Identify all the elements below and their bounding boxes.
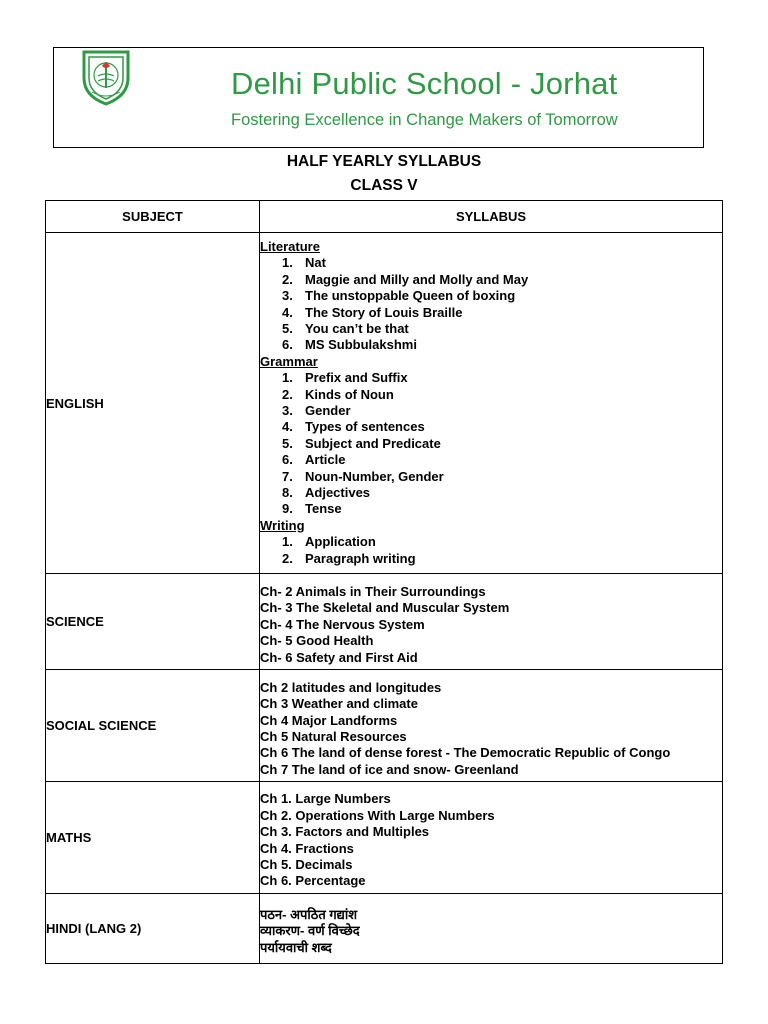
document-title: HALF YEARLY SYLLABUS: [286, 153, 482, 170]
table-header-row: [46, 201, 723, 233]
list-item: Ch 6. Percentage: [260, 873, 366, 889]
list-item: Ch 2. Operations With Large Numbers: [260, 807, 495, 823]
list-item: 4. The Story of Louis Braille: [282, 304, 463, 320]
writing-heading: Writing: [260, 517, 305, 533]
syllabus-science: [260, 574, 723, 670]
list-item: Ch 5. Decimals: [260, 856, 353, 872]
school-crest-icon: [76, 48, 136, 106]
list-item: 5. You can’t be that: [282, 320, 409, 336]
syllabus-english: [260, 233, 723, 574]
list-item: Ch 4. Fractions: [260, 840, 354, 856]
syllabus-table: [45, 200, 723, 964]
school-name: Delhi Public School - Jorhat: [231, 66, 618, 101]
list-item: Ch- 4 The Nervous System: [260, 616, 425, 632]
list-item: 3. Gender: [282, 403, 351, 418]
list-item: 8. Adjectives: [282, 485, 371, 501]
syllabus-hindi: [260, 894, 723, 964]
list-item: पर्यायवाची शब्द: [260, 939, 332, 955]
list-item: 2. Kinds of Noun: [282, 386, 394, 402]
list-item: Ch- 3 The Skeletal and Muscular System: [260, 600, 510, 616]
table-row-maths: [46, 782, 723, 894]
syllabus-column-header: SYLLABUS: [260, 201, 723, 233]
list-item: 6. MS Subbulakshmi: [282, 337, 417, 353]
grammar-heading: Grammar: [260, 353, 318, 369]
list-item: Ch- 6 Safety and First Aid: [260, 649, 418, 665]
list-item: Ch 6 The land of dense forest - The Democratic Republic of Congo: [260, 745, 671, 761]
list-item: Ch 5 Natural Resources: [260, 729, 407, 744]
table-row-science: [46, 574, 723, 670]
table-row-english: [46, 233, 723, 574]
subject-science: SCIENCE: [46, 574, 260, 670]
list-item: 2. Maggie and Milly and Molly and May: [282, 271, 529, 287]
school-header: [53, 47, 704, 148]
subject-column-header: SUBJECT: [46, 201, 260, 233]
list-item: Ch 3 Weather and climate: [260, 696, 418, 712]
list-item: Ch- 2 Animals in Their Surroundings: [260, 583, 486, 599]
class-title: CLASS V: [350, 177, 418, 194]
list-item: 3. The unstoppable Queen of boxing: [282, 288, 516, 304]
school-motto: Fostering Excellence in Change Makers of Tomorrow: [231, 111, 618, 129]
table-row-social-science: [46, 670, 723, 782]
subject-social-science: SOCIAL SCIENCE: [46, 670, 260, 782]
syllabus-social-science: [260, 670, 723, 782]
list-item: Ch 1. Large Numbers: [260, 791, 391, 807]
list-item: 1. Application: [282, 534, 376, 550]
list-item: 1. Nat: [282, 255, 326, 271]
list-item: Ch 2 latitudes and longitudes: [260, 679, 442, 695]
list-item: 4. Types of sentences: [282, 419, 425, 435]
table-row-hindi: [46, 894, 723, 964]
list-item: 2. Paragraph writing: [282, 550, 416, 566]
literature-heading: Literature: [260, 238, 320, 254]
list-item: व्याकरण- वर्ण विच्छेद: [260, 923, 360, 939]
list-item: 5. Subject and Predicate: [282, 435, 441, 451]
list-item: 9. Tense: [282, 501, 342, 517]
subject-hindi: HINDI (LANG 2): [46, 894, 260, 964]
list-item: Ch 4 Major Landforms: [260, 712, 398, 728]
list-item: 7. Noun-Number, Gender: [282, 468, 444, 484]
list-item: 1. Prefix and Suffix: [282, 370, 408, 386]
list-item: Ch 7 The land of ice and snow- Greenland: [260, 761, 519, 777]
list-item: Ch 3. Factors and Multiples: [260, 824, 430, 840]
syllabus-maths: [260, 782, 723, 894]
list-item: 6. Article: [282, 452, 346, 468]
subject-maths: MATHS: [46, 782, 260, 894]
subject-english: ENGLISH: [46, 233, 260, 574]
list-item: Ch- 5 Good Health: [260, 633, 374, 649]
list-item: पठन- अपठित गद्यांश: [260, 906, 358, 922]
